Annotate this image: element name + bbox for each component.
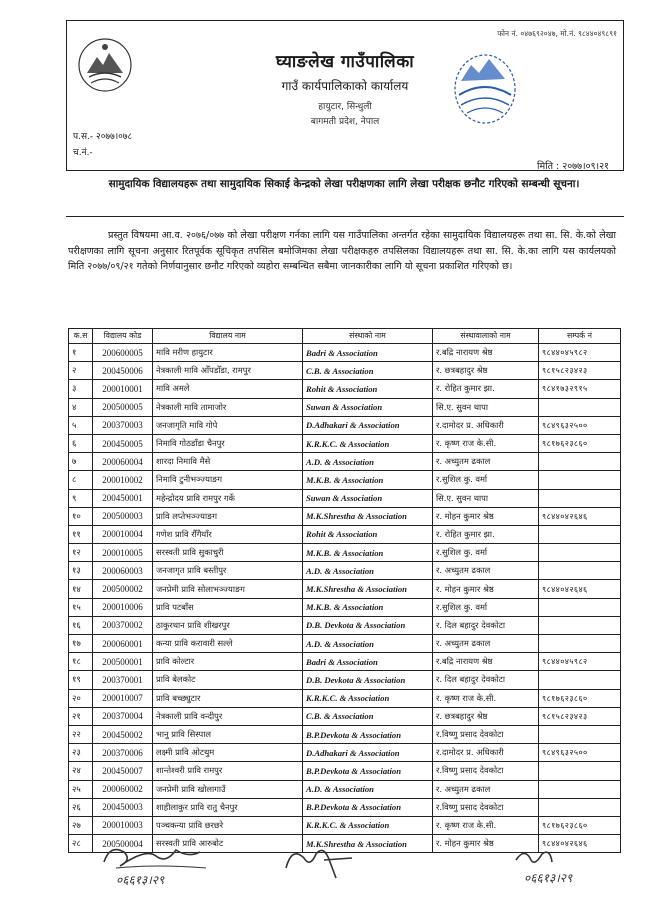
table-row	[69, 453, 621, 471]
school-name-cell: कन्या प्रावि करावारी सल्ले	[153, 635, 303, 653]
school-name-cell: सरस्वती प्रावि आरुबोट	[153, 835, 303, 853]
auditor-name-cell: र.बद्रि नारायण श्रेष्ठ	[433, 653, 539, 671]
school-code-cell: 200500002	[93, 580, 153, 598]
contact-cell: ९८४९६३२५००	[539, 744, 621, 762]
school-code-cell: 200450006	[93, 362, 153, 380]
municipality-logo	[447, 51, 521, 129]
firm-name-cell: D.B. Devkota & Association	[303, 616, 433, 634]
address-line-1: हायुटार, सिन्धुली	[318, 102, 372, 112]
school-code-cell: 200500004	[93, 835, 153, 853]
school-code-cell: 200370001	[93, 671, 153, 689]
contact-cell: ९८१७६२३८६०	[539, 434, 621, 452]
table-row	[69, 434, 621, 452]
firm-name-cell: B.P.Devkota & Association	[303, 725, 433, 743]
letterhead	[66, 20, 624, 171]
col-school-code: विद्यालय कोड	[93, 329, 153, 344]
contact-cell	[539, 453, 621, 471]
auditor-name-cell: र.सुशिल कु. वर्मा	[433, 471, 539, 489]
school-code-cell: 200010007	[93, 689, 153, 707]
contact-cell: ९८४४०४२६४६	[539, 507, 621, 525]
contact-cell: ९८१५८२३४२३	[539, 707, 621, 725]
contact-cell	[539, 762, 621, 780]
school-name-cell: प्रावि बेलकोट	[153, 671, 303, 689]
school-code-cell: 200370006	[93, 744, 153, 762]
school-name-cell: प्रावि पटबाँस	[153, 598, 303, 616]
school-code-cell: 200060003	[93, 562, 153, 580]
serial-cell: ९	[69, 489, 93, 507]
serial-cell: १३	[69, 562, 93, 580]
auditor-name-cell: र. छत्रबहादुर श्रेष्ठ	[433, 362, 539, 380]
school-name-cell: भानु प्रावि सिस्पाल	[153, 725, 303, 743]
auditor-name-cell: र. दिल बहादुर देवकोटा	[433, 671, 539, 689]
school-code-cell: 200450003	[93, 798, 153, 816]
contact-cell	[539, 598, 621, 616]
table-row	[69, 762, 621, 780]
auditor-selection-table	[68, 328, 621, 853]
school-name-cell: प्रावि लप्तेभञ्ज्याङग	[153, 507, 303, 525]
table-row	[69, 780, 621, 798]
school-code-cell: 200370003	[93, 416, 153, 434]
contact-cell: ९८१७६२३८६०	[539, 816, 621, 834]
serial-cell: २	[69, 362, 93, 380]
auditor-name-cell: र. अच्युतम ढकाल	[433, 562, 539, 580]
serial-cell: २८	[69, 835, 93, 853]
firm-name-cell: A.D. & Association	[303, 453, 433, 471]
contact-cell: ९८४४०४५९८२	[539, 344, 621, 362]
table-row	[69, 707, 621, 725]
auditor-name-cell: र. अच्युतम ढकाल	[433, 635, 539, 653]
table-row	[69, 562, 621, 580]
auditor-name-cell: र.विष्णु प्रसाद देवकोटा	[433, 762, 539, 780]
school-code-cell: 200450001	[93, 489, 153, 507]
auditor-name-cell: र.बद्रि नारायण श्रेष्ठ	[433, 344, 539, 362]
firm-name-cell: Badri & Association	[303, 344, 433, 362]
auditor-name-cell: र. अच्युतम ढकाल	[433, 453, 539, 471]
school-name-cell: शान्तेश्वरी प्रावि रामपुर	[153, 762, 303, 780]
school-code-cell: 200010003	[93, 816, 153, 834]
school-name-cell: मावि अमले	[153, 380, 303, 398]
table-row	[69, 544, 621, 562]
firm-name-cell: C.B. & Association	[303, 707, 433, 725]
contact-cell: ९८१७६२३८६०	[539, 689, 621, 707]
school-code-cell: 200500001	[93, 653, 153, 671]
address-line-2: बागमती प्रदेश, नेपाल	[310, 117, 380, 127]
school-name-cell: प्रावि कोल्टार	[153, 653, 303, 671]
school-code-cell: 200450002	[93, 725, 153, 743]
school-name-cell: मावि मरीण हायुटार	[153, 344, 303, 362]
table-row	[69, 507, 621, 525]
auditor-name-cell: र.दामोदर प्र. अधिकारी	[433, 744, 539, 762]
contact-cell	[539, 616, 621, 634]
school-code-cell: 200500005	[93, 398, 153, 416]
col-contact: सम्पर्क नं	[539, 329, 621, 344]
table-row	[69, 689, 621, 707]
contact-cell	[539, 780, 621, 798]
table-row	[69, 725, 621, 743]
school-code-cell: 200010004	[93, 525, 153, 543]
school-name-cell: जनजागृति मावि गोपे	[153, 416, 303, 434]
notice-paragraph: प्रस्तुत विषयमा आ.व. २०७६/०७७ को लेखा परीक्षण गर्नका लागि यस गाउँपालिका अन्तर्गत रहेका सामुदायिक विद्यालयहरू तथा सा. सि. के.को लेखा परीक्षणका लागि सूचना अनुसार रितपूर्वक सूचिकृत तपसिल बमोजिमका लेखा परीक्षकहरु तपसिलका विद्यालयहरू तथा सा. सि. के.का लागि यस कार्यलयको मिति २०७७/०९/२१ गतेको निर्णयानुसार छनौट गरिएको व्यहोरा सम्बन्धित सबैमा जानकारीका लागि यो सूचना प्रकाशित गरिएको छ।	[68, 230, 616, 272]
auditor-name-cell: र.दामोदर प्र. अधिकारी	[433, 416, 539, 434]
dispatch-number: च.नं.-	[73, 148, 93, 158]
signature-left-date: ०६६१३।२९	[116, 873, 165, 887]
auditor-name-cell: र. मोहन कुमार श्रेष्ठ	[433, 580, 539, 598]
contact-cell	[539, 398, 621, 416]
contact-cell: ९८४४०४२६४६	[539, 835, 621, 853]
serial-cell: ५	[69, 416, 93, 434]
firm-name-cell: D.B. Devkota & Association	[303, 671, 433, 689]
col-school-name: विद्यालय नाम	[153, 329, 303, 344]
auditor-name-cell: र. कृष्ण राज के.सी.	[433, 689, 539, 707]
firm-name-cell: M.K.B. & Association	[303, 471, 433, 489]
school-name-cell: जनप्रेमी प्रावि खोलागाउँ	[153, 780, 303, 798]
serial-cell: २४	[69, 762, 93, 780]
col-auditor-name: संस्थावालाको नाम	[433, 329, 539, 344]
contact-cell: ९८१५८२३४२३	[539, 362, 621, 380]
school-name-cell: गणेश प्रावि रौँगैयाँर	[153, 525, 303, 543]
school-name-cell: लक्ष्मी प्रावि ओटथुम	[153, 744, 303, 762]
school-name-cell: जनप्रेमी प्रावि सोलाभञ्ज्याङग	[153, 580, 303, 598]
contact-cell	[539, 525, 621, 543]
serial-cell: २०	[69, 689, 93, 707]
serial-cell: १९	[69, 671, 93, 689]
table-row	[69, 525, 621, 543]
firm-name-cell: K.R.K.C. & Association	[303, 689, 433, 707]
school-name-cell: प्रावि बच्छ्युटार	[153, 689, 303, 707]
auditor-name-cell: र. रोहित कुमार झा.	[433, 380, 539, 398]
school-code-cell: 200010001	[93, 380, 153, 398]
school-code-cell: 200450007	[93, 762, 153, 780]
auditor-name-cell: र. रोहित कुमार झा.	[433, 525, 539, 543]
auditor-name-cell: र. अच्युतम ढकाल	[433, 780, 539, 798]
school-code-cell: 200010006	[93, 598, 153, 616]
firm-name-cell: Rohit & Association	[303, 525, 433, 543]
school-name-cell: सरस्वती प्रावि सुकाचुरी	[153, 544, 303, 562]
firm-name-cell: M.K.B. & Association	[303, 598, 433, 616]
auditor-name-cell: र. कृष्ण राज के.सी.	[433, 434, 539, 452]
serial-cell: ११	[69, 525, 93, 543]
school-name-cell: महेन्द्रोदय प्रावि रामपुर गर्के	[153, 489, 303, 507]
school-code-cell: 200600005	[93, 344, 153, 362]
school-name-cell: नेत्रकाली प्रावि वन्दीपुर	[153, 707, 303, 725]
serial-cell: १७	[69, 635, 93, 653]
signature-left	[96, 838, 226, 888]
auditor-name-cell: र. दिल बहादुर देवकोटा	[433, 616, 539, 634]
school-name-cell: शाहीलाकुर प्रावि रातु चैनपुर	[153, 798, 303, 816]
serial-cell: २३	[69, 744, 93, 762]
serial-cell: २५	[69, 780, 93, 798]
serial-cell: ६	[69, 434, 93, 452]
serial-cell: १४	[69, 580, 93, 598]
contact-cell	[539, 635, 621, 653]
firm-name-cell: Suwan & Association	[303, 489, 433, 507]
table-row	[69, 362, 621, 380]
table-row	[69, 398, 621, 416]
serial-cell: ८	[69, 471, 93, 489]
auditor-name-cell: र.सुशिल कु. वर्मा	[433, 544, 539, 562]
serial-cell: २७	[69, 816, 93, 834]
table-row	[69, 598, 621, 616]
firm-name-cell: K.R.K.C. & Association	[303, 434, 433, 452]
auditor-name-cell: र. मोहन कुमार श्रेष्ठ	[433, 835, 539, 853]
table-row	[69, 635, 621, 653]
serial-cell: ३	[69, 380, 93, 398]
firm-name-cell: M.K.Shrestha & Association	[303, 835, 433, 853]
contact-cell: ९८४१७३२९१५	[539, 380, 621, 398]
serial-cell: १६	[69, 616, 93, 634]
table-row	[69, 471, 621, 489]
contact-cell	[539, 725, 621, 743]
table-row	[69, 653, 621, 671]
school-name-cell: निमावि गोठडाँडा चैनपुर	[153, 434, 303, 452]
auditor-name-cell: सि.ए. सुवन थापा	[433, 489, 539, 507]
firm-name-cell: B.P.Devkota & Association	[303, 762, 433, 780]
table-header-row	[69, 329, 621, 344]
school-code-cell: 200060004	[93, 453, 153, 471]
table-row	[69, 744, 621, 762]
table-row	[69, 616, 621, 634]
serial-cell: २२	[69, 725, 93, 743]
signature-middle	[276, 838, 366, 884]
serial-cell: १८	[69, 653, 93, 671]
school-name-cell: नेत्रकाली मावि तामाजोर	[153, 398, 303, 416]
firm-name-cell: A.D. & Association	[303, 780, 433, 798]
serial-cell: २६	[69, 798, 93, 816]
school-code-cell: 200060002	[93, 780, 153, 798]
serial-cell: ७	[69, 453, 93, 471]
school-code-cell: 200500003	[93, 507, 153, 525]
serial-cell: १	[69, 344, 93, 362]
table-row	[69, 798, 621, 816]
table-row	[69, 380, 621, 398]
table-row	[69, 580, 621, 598]
serial-cell: १५	[69, 598, 93, 616]
firm-name-cell: M.K.B. & Association	[303, 544, 433, 562]
contact-cell	[539, 671, 621, 689]
col-firm-name: संस्थाको नाम	[303, 329, 433, 344]
firm-name-cell: Badri & Association	[303, 653, 433, 671]
firm-name-cell: B.P.Devkota & Association	[303, 798, 433, 816]
firm-name-cell: A.D. & Association	[303, 562, 433, 580]
firm-name-cell: K.R.K.C. & Association	[303, 816, 433, 834]
table-row	[69, 816, 621, 834]
table-row	[69, 344, 621, 362]
firm-name-cell: D.Adhakari & Association	[303, 416, 433, 434]
school-name-cell: ठाकुरथान प्रावि शीखरपुर	[153, 616, 303, 634]
contact-cell: ९८४९६३२५००	[539, 416, 621, 434]
office-name: गाउँ कार्यपालिकाको कार्यालय	[281, 79, 409, 93]
firm-name-cell: D.Adhakari & Association	[303, 744, 433, 762]
notice-page	[66, 20, 626, 887]
notice-date: मिति : २०७७।०९।२१	[537, 161, 609, 172]
school-name-cell: नेत्रकाली मावि ओँपडोँडा, रामपुर	[153, 362, 303, 380]
table-row	[69, 416, 621, 434]
contact-cell	[539, 798, 621, 816]
school-name-cell: शारदा निमावि मैसे	[153, 453, 303, 471]
firm-name-cell: M.K.Shrestha & Association	[303, 580, 433, 598]
auditor-name-cell: र.विष्णु प्रसाद देवकोटा	[433, 725, 539, 743]
table-row	[69, 489, 621, 507]
auditor-name-cell: र. कृष्ण राज के.सी.	[433, 816, 539, 834]
school-name-cell: निमावि टुनीभञ्ज्याङग	[153, 471, 303, 489]
serial-cell: २१	[69, 707, 93, 725]
col-serial: क.स	[69, 329, 93, 344]
serial-cell: १०	[69, 507, 93, 525]
reference-number: प.स.- २०७७।०७८	[73, 132, 133, 142]
school-code-cell: 200370002	[93, 616, 153, 634]
school-code-cell: 200010002	[93, 471, 153, 489]
contact-cell	[539, 489, 621, 507]
firm-name-cell: M.K.Shrestha & Association	[303, 507, 433, 525]
school-code-cell: 200060001	[93, 635, 153, 653]
signature-right	[506, 838, 616, 888]
signature-right-date: ०६६१३।२९	[524, 871, 573, 885]
contact-cell: ९८४४०४२६४६	[539, 580, 621, 598]
auditor-name-cell: र. छत्रबहादुर श्रेष्ठ	[433, 707, 539, 725]
serial-cell: १२	[69, 544, 93, 562]
school-code-cell: 200370004	[93, 707, 153, 725]
auditor-name-cell: र.सुशिल कु. वर्मा	[433, 598, 539, 616]
contact-cell	[539, 471, 621, 489]
phone-line: फोन नं. ०४७६९२०४७, मो.नं. ९८४४०४९८९१	[497, 29, 617, 38]
auditor-name-cell: र. मोहन कुमार श्रेष्ठ	[433, 507, 539, 525]
school-code-cell: 200450005	[93, 434, 153, 452]
notice-subject: सामुदायिक विद्यालयहरू तथा सामुदायिक सिकाई केन्द्रको लेखा परीक्षणका लागि लेखा परीक्षक छनौट गरिएको सम्बन्धी सूचना।	[108, 178, 580, 190]
table-row	[69, 671, 621, 689]
firm-name-cell: A.D. & Association	[303, 635, 433, 653]
auditor-name-cell: र.विष्णु प्रसाद देवकोटा	[433, 798, 539, 816]
municipality-title: घ्याङलेख गाउँपालिका	[275, 52, 415, 72]
serial-cell: ४	[69, 398, 93, 416]
header-divider	[66, 170, 624, 171]
firm-name-cell: Rohit & Association	[303, 380, 433, 398]
school-code-cell: 200010005	[93, 544, 153, 562]
school-name-cell: जनजागृत प्रावि बस्तीपुर	[153, 562, 303, 580]
auditor-name-cell: सि.ए. सुवन थापा	[433, 398, 539, 416]
contact-cell	[539, 562, 621, 580]
firm-name-cell: Suwan & Association	[303, 398, 433, 416]
contact-cell	[539, 544, 621, 562]
school-name-cell: पञ्चकन्या प्रावि छरछरे	[153, 816, 303, 834]
contact-cell: ९८४४०४५९८२	[539, 653, 621, 671]
firm-name-cell: C.B. & Association	[303, 362, 433, 380]
subject-divider	[66, 216, 624, 217]
